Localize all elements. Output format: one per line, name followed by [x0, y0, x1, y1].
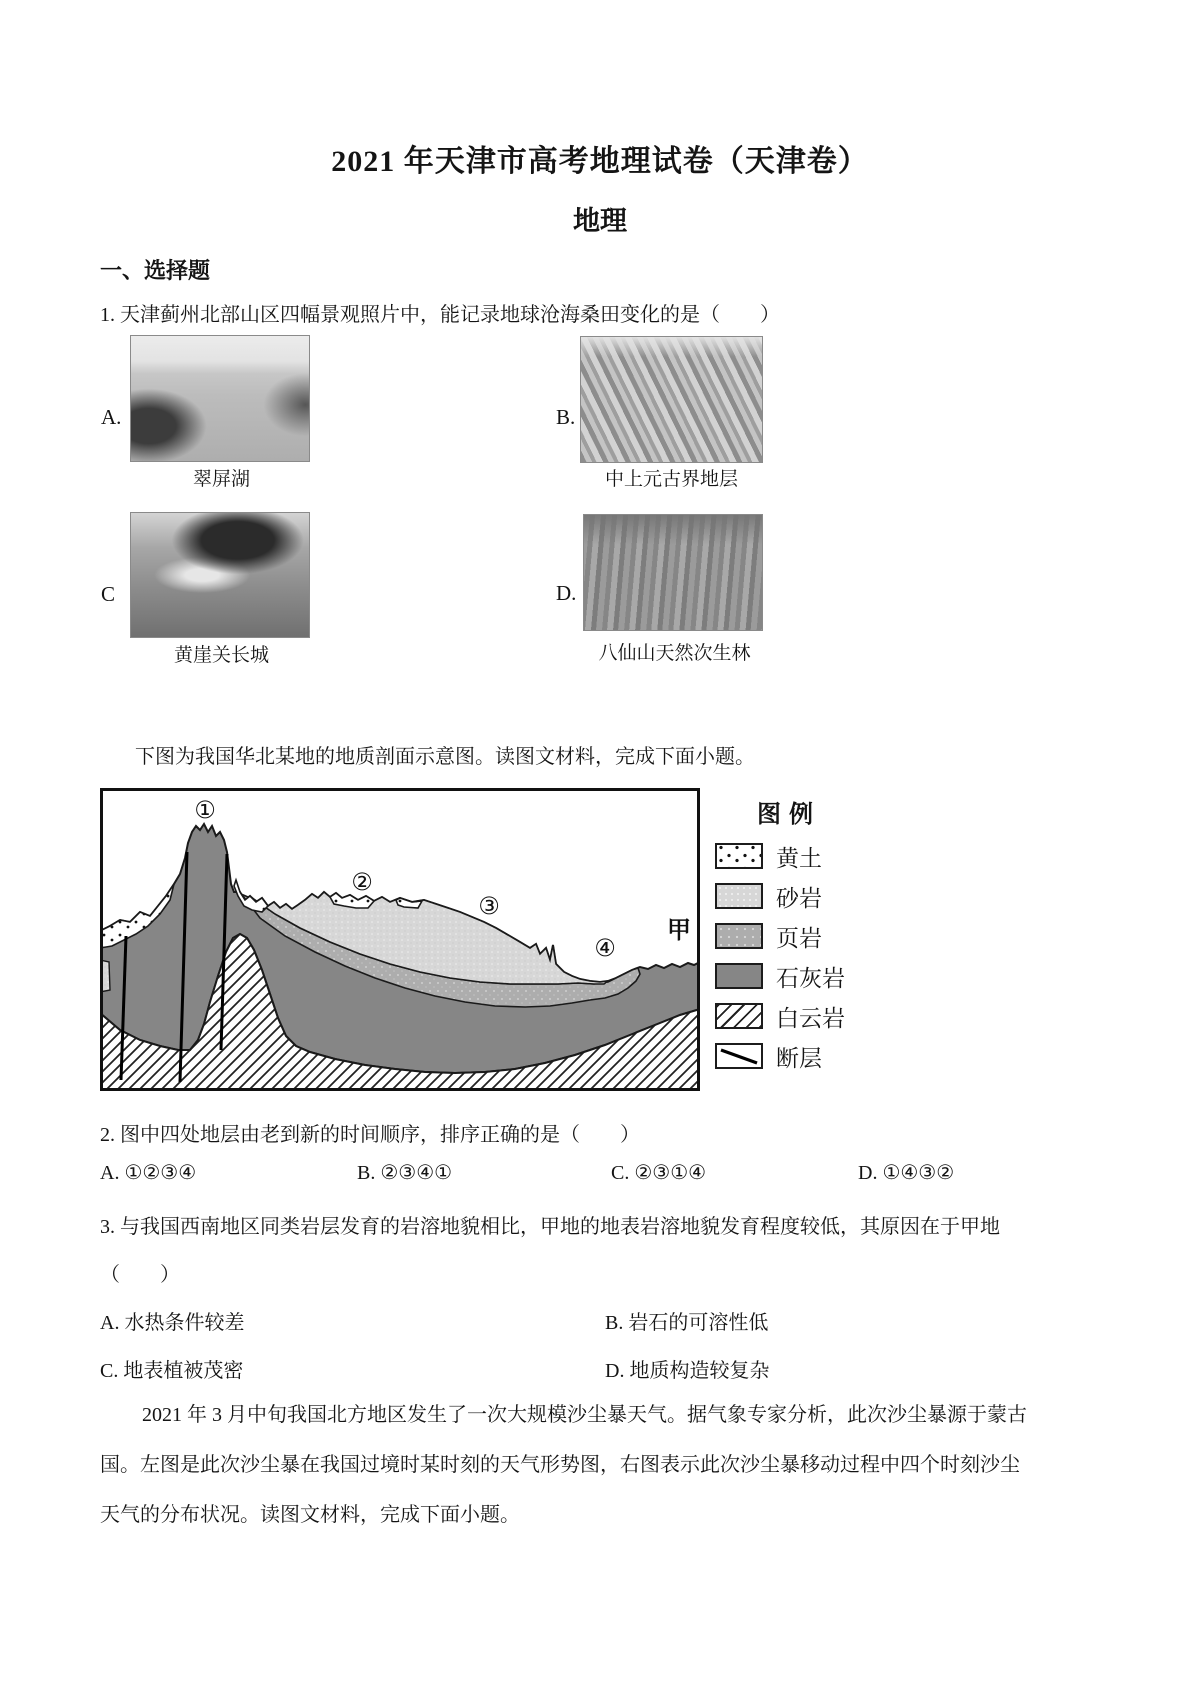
- photo-caption-b: 中上元古界地层: [604, 469, 738, 490]
- shale-swatch: [715, 923, 763, 949]
- q2-option-a: A. ①②③④: [100, 1162, 197, 1184]
- question-1-text: 1. 天津蓟州北部山区四幅景观照片中，能记录地球沧海桑田变化的是（ ）: [100, 304, 780, 326]
- option-letter-c: C: [101, 582, 116, 606]
- q2-option-d: D. ①④③②: [858, 1162, 955, 1184]
- legend-item-loess: [715, 843, 1015, 869]
- legend-label: 断层: [776, 1045, 822, 1071]
- legend-label: 砂岩: [776, 885, 822, 911]
- fault-line-glyph: [717, 1045, 761, 1067]
- marker-1: ①: [194, 796, 216, 824]
- q3-option-b: B. 岩石的可溶性低: [605, 1312, 769, 1334]
- legend-title: 图例: [757, 802, 821, 828]
- site-label-jia: 甲: [667, 918, 691, 944]
- sandstorm-intro-line3: 天气的分布状况。读图文材料，完成下面小题。: [100, 1504, 520, 1526]
- photo-caption-c: 黄崖关长城: [173, 645, 269, 666]
- loess-swatch: [715, 843, 763, 869]
- legend-item-shale: [715, 923, 1015, 949]
- legend-label: 页岩: [776, 925, 822, 951]
- option-letter-d: D.: [556, 581, 577, 605]
- marker-3: ③: [478, 892, 500, 920]
- dolomite-swatch: [715, 1003, 763, 1029]
- geology-intro-text: 下图为我国华北某地的地质剖面示意图。读图文材料，完成下面小题。: [135, 746, 755, 768]
- photo-baxianshan-forest: [583, 514, 763, 631]
- legend-label: 黄土: [776, 845, 822, 871]
- q2-option-b: B. ②③④①: [357, 1162, 453, 1184]
- photo-caption-a: 翠屏湖: [192, 469, 250, 490]
- q3-option-d: D. 地质构造较复杂: [605, 1360, 770, 1382]
- q3-option-c: C. 地表植被茂密: [100, 1360, 244, 1382]
- legend-item-dolomite: [715, 1003, 1015, 1029]
- section-heading: 一、选择题: [100, 258, 211, 283]
- geological-figure: [100, 788, 1080, 1092]
- legend: [715, 788, 1015, 1083]
- marker-2: ②: [351, 868, 373, 896]
- legend-item-fault: [715, 1043, 1015, 1069]
- question-2-text: 2. 图中四处地层由老到新的时间顺序，排序正确的是（ ）: [100, 1124, 640, 1146]
- sandstone-swatch: [715, 883, 763, 909]
- page-subtitle: 地理: [573, 206, 627, 236]
- option-letter-a: A.: [101, 405, 122, 429]
- option-letter-b: B.: [556, 405, 576, 429]
- q2-option-c: C. ②③①④: [611, 1162, 707, 1184]
- photo-huangyaguan-great-wall: [130, 512, 310, 638]
- photo-proterozoic-strata: [580, 336, 763, 463]
- question-3-text-line2: （ ）: [100, 1264, 180, 1286]
- legend-item-limestone: [715, 963, 1015, 989]
- q3-option-a: A. 水热条件较差: [100, 1312, 245, 1334]
- photo-caption-d: 八仙山天然次生林: [598, 643, 751, 664]
- question-3-text-line1: 3. 与我国西南地区同类岩层发育的岩溶地貌相比，甲地的地表岩溶地貌发育程度较低，其原因在于甲地: [100, 1216, 1000, 1238]
- page-title: 2021 年天津市高考地理试卷（天津卷）: [331, 145, 869, 178]
- fault-swatch: [715, 1043, 763, 1069]
- sandstorm-intro-line2: 国。左图是此次沙尘暴在我国过境时某时刻的天气形势图，右图表示此次沙尘暴移动过程中四个时刻沙尘: [100, 1454, 1020, 1476]
- limestone-swatch: [715, 963, 763, 989]
- legend-label: 白云岩: [776, 1005, 845, 1031]
- geological-cross-section: [100, 788, 700, 1092]
- sandstorm-intro-line1: 2021 年 3 月中旬我国北方地区发生了一次大规模沙尘暴天气。据气象专家分析，此次沙尘暴源于蒙古: [142, 1404, 1027, 1426]
- marker-4: ④: [594, 934, 616, 962]
- photo-cuiping-lake: [130, 335, 310, 462]
- legend-item-sandstone: [715, 883, 1015, 909]
- legend-label: 石灰岩: [776, 965, 845, 991]
